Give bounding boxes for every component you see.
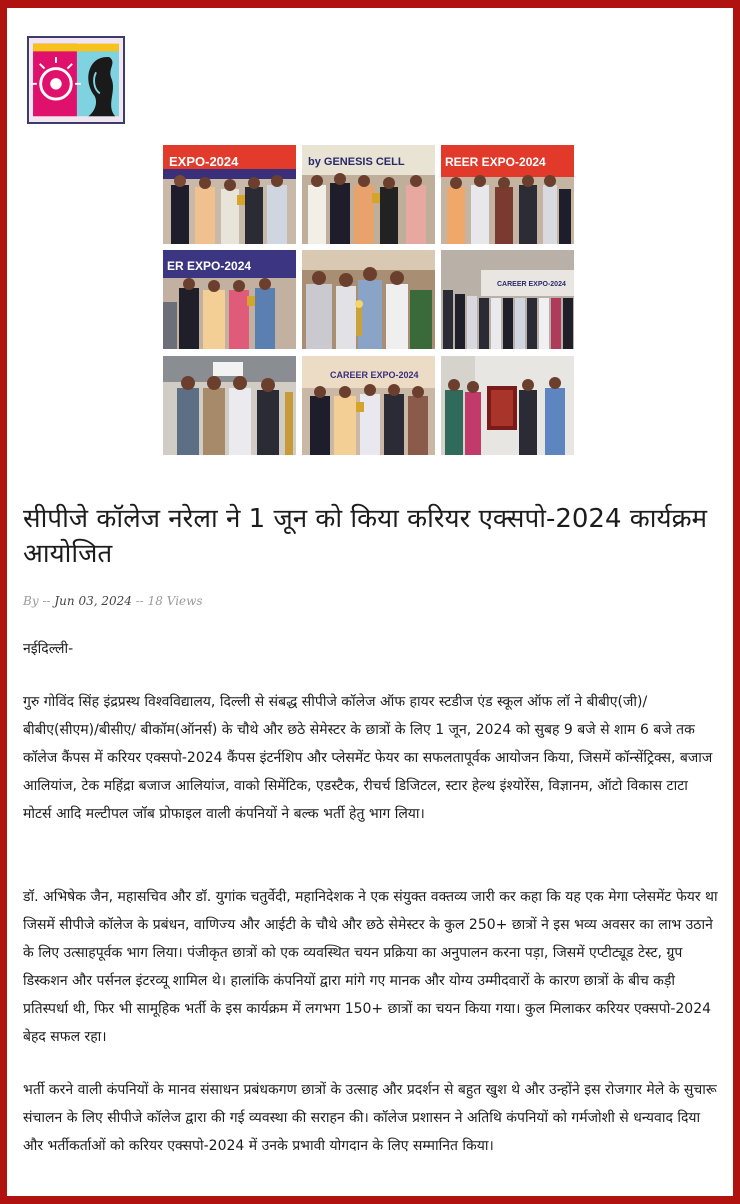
photo-image (441, 356, 574, 455)
site-logo[interactable] (27, 36, 125, 124)
photo-award-2[interactable] (302, 145, 435, 244)
photo-lamp-lighting[interactable] (302, 250, 435, 349)
meta-views: 18 Views (147, 594, 203, 608)
photo-award-1[interactable] (163, 145, 296, 244)
meta-separator: -- (42, 594, 51, 608)
photo-plaque[interactable] (441, 356, 574, 455)
photo-award-3[interactable] (441, 145, 574, 244)
photo-banner-text: ER EXPO-2024 (167, 259, 252, 273)
photo-banner-text: EXPO-2024 (169, 154, 239, 169)
photo-image (163, 145, 296, 244)
meta-by: By (23, 594, 39, 608)
photo-banner-text: REER EXPO-2024 (445, 155, 546, 169)
photo-banner-text: CAREER EXPO-2024 (330, 370, 419, 380)
photo-image (441, 250, 574, 349)
photo-staff[interactable] (163, 356, 296, 455)
photo-award-5[interactable] (302, 356, 435, 455)
photo-image (163, 356, 296, 455)
photo-image (441, 145, 574, 244)
article-paragraph: भर्ती करने वाली कंपनियों के मानव संसाधन प्रबंधकगण छात्रों के उत्साह और प्रदर्शन से बहुत खुश थे और उन्होंने इस रोजगार मेले के सुचारू संचालन के लिए सीपीजे कॉलेज द्वारा की गई व्यवस्था की सराहन की। कॉलेज प्रशासन ने अतिथि कंपनियों को गर्मजोशी से धन्यवाद दिया और भर्तीकर्ताओं को करियर एक्सपो-2024 में उनके प्रभावी योगदान के लिए सम्मानित किया। (23, 1082, 717, 1154)
meta-date: Jun 03, 2024 (54, 594, 132, 608)
photo-image (302, 250, 435, 349)
article-paragraph: गुरु गोविंद सिंह इंद्रप्रस्थ विश्वविद्यालय, दिल्ली से संबद्ध सीपीजे कॉलेज ऑफ हायर स्टडीज एंड स्कूल ऑफ लॉ ने बीबीए(जी)/बीबीए(सीएम)/बीसीए/ बीकॉम(ऑनर्स) के चौथे और छठे सेमेस्टर के छात्रों के लिए 1 जून, 2024 को सुबह 9 बजे से शाम 6 बजे तक कॉलेज कैंपस में करियर एक्सपो-2024 कैंपस इंटर्नशिप और प्लेसमेंट फेयर का सफलतापूर्वक आयोजन किया, जिसमें कॉन्सेंट्रिक्स, बजाज आलियांज, टेक महिंद्रा बजाज आलियांज, वाको सिमेंटिक, एडस्टैक, रीचर्च डिजिटल, स्टार हेल्थ इंश्योरेंस, विज्ञानम, ऑटो विकास टाटा मोटर्स आदि मल्टीपल जॉब प्रोफाइल वाली कंपनियों ने बल्क भर्ती हेतु भाग लिया। (23, 694, 713, 822)
photo-award-4[interactable] (163, 250, 296, 349)
photo-image (302, 356, 435, 455)
photo-image (302, 145, 435, 244)
article-title: सीपीजे कॉलेज नरेला ने 1 जून को किया करियर एक्सपो-2024 कार्यक्रम आयोजित (23, 504, 708, 569)
meta-separator: -- (135, 594, 144, 608)
page-frame (7, 8, 733, 1196)
logo-icon (29, 38, 123, 122)
article-dateline: नईदिल्ली- (23, 641, 74, 657)
photo-gallery (163, 145, 575, 455)
photo-banner-text: CAREER EXPO-2024 (497, 281, 566, 288)
photo-image (163, 250, 296, 349)
photo-group[interactable] (441, 250, 574, 349)
photo-banner-text: by GENESIS CELL (308, 156, 405, 168)
article-meta (23, 594, 203, 608)
article-paragraph: डॉ. अभिषेक जैन, महासचिव और डॉ. युगांक चतुर्वेदी, महानिदेशक ने एक संयुक्त वक्तव्य जारी कर कहा कि यह एक मेगा प्लेसमेंट फेयर था जिसमें सीपीजे कॉलेज के प्रबंधन, वाणिज्य और आईटी के चौथे और छठे सेमेस्टर के कुल 250+ छात्रों ने इस भव्य अवसर का लाभ उठाने के लिए उत्साहपूर्वक भाग लिया। पंजीकृत छात्रों को एक व्यवस्थित चयन प्रक्रिया का अनुपालन करना पड़ा, जिसमें एप्टीट्यूड टेस्ट, ग्रुप डिस्कशन और पर्सनल इंटरव्यू शामिल थे। हालांकि कंपनियों द्वारा मांगे गए मानक और योग्य उम्मीदवारों के कारण छात्रों के बीच कड़ी प्रतिस्पर्धा थी, फिर भी सामूहिक भर्ती के इस कार्यक्रम में लगभग 150+ छात्रों का चयन किया गया। कुल मिलाकर करियर एक्सपो-2024 बेहद सफल रहा। (23, 889, 718, 1045)
